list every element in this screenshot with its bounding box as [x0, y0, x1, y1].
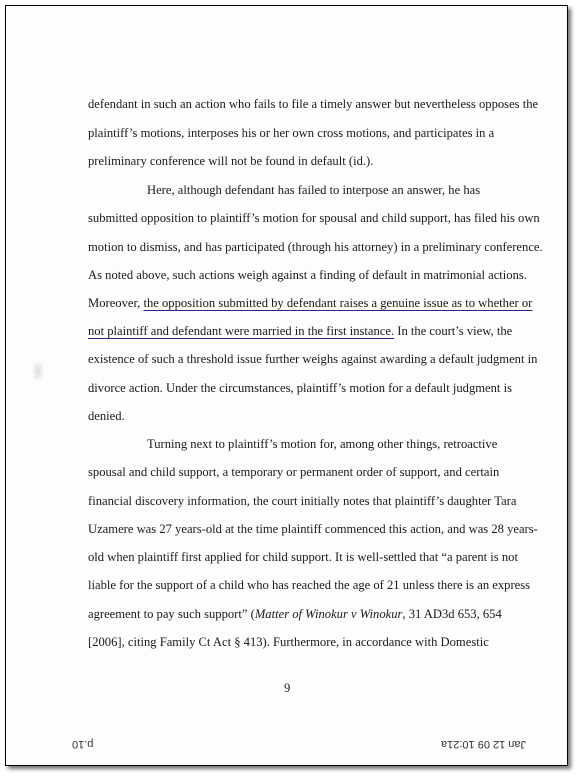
body-line: plaintiff’s motions, interposes his or her own cross motions, and participates in a — [88, 126, 495, 140]
body-line: [2006], citing Family Ct Act § 413). Furthermore, in accordance with Domestic — [88, 635, 489, 649]
body-line: Uzamere was 27 years-old at the time plaintiff commenced this action, and was 28 years- — [88, 522, 538, 536]
body-line: liable for the support of a child who has reached the age of 21 unless there is an express — [88, 578, 531, 592]
body-line: divorce action. Under the circumstances, plaintiff’s motion for a default judgment is — [88, 381, 512, 395]
body-line: motion to dismiss, and has participated (through his attorney) in a preliminary conference. — [88, 240, 543, 254]
underlined-passage: not plaintiff and defendant were married in the first instance. — [88, 324, 395, 338]
body-line: As noted above, such actions weigh against a finding of default in matrimonial actions. — [88, 268, 527, 282]
fax-page-stamp: p.10 — [72, 738, 94, 750]
body-line: existence of such a threshold issue further weighs against awarding a default judgment in — [88, 352, 538, 366]
body-line: agreement to pay such support” (Matter of Winokur v Winokur, 31 AD3d 653, 654 — [88, 607, 502, 621]
page-number: 9 — [284, 681, 291, 695]
body-line: not plaintiff and defendant were married in the first instance. In the court’s view, the — [88, 324, 513, 338]
body-line: spousal and child support, a temporary or permanent order of support, and certain — [88, 465, 500, 479]
body-line: denied. — [88, 409, 125, 423]
body-line: submitted opposition to plaintiff’s motion for spousal and child support, has filed his own — [88, 211, 540, 225]
body-line: defendant in such an action who fails to file a timely answer but nevertheless opposes the — [88, 97, 539, 111]
body-line: Moreover, the opposition submitted by defendant raises a genuine issue as to whether or — [88, 296, 533, 310]
body-line: Here, although defendant has failed to interpose an answer, he has — [147, 183, 481, 197]
fax-date-stamp: Jan 12 09 10:21a — [441, 738, 527, 750]
body-line: old when plaintiff first applied for child support. It is well-settled that “a parent is not — [88, 550, 518, 564]
scan-speck — [33, 362, 43, 380]
underlined-passage: the opposition submitted by defendant raises a genuine issue as to whether or — [143, 296, 533, 310]
body-line: financial discovery information, the court initially notes that plaintiff’s daughter Tara — [88, 494, 517, 508]
body-line: Turning next to plaintiff’s motion for, among other things, retroactive — [147, 437, 498, 451]
case-citation: Matter of Winokur v Winokur — [254, 607, 403, 621]
body-line: preliminary conference will not be found in default (id.). — [88, 154, 374, 168]
